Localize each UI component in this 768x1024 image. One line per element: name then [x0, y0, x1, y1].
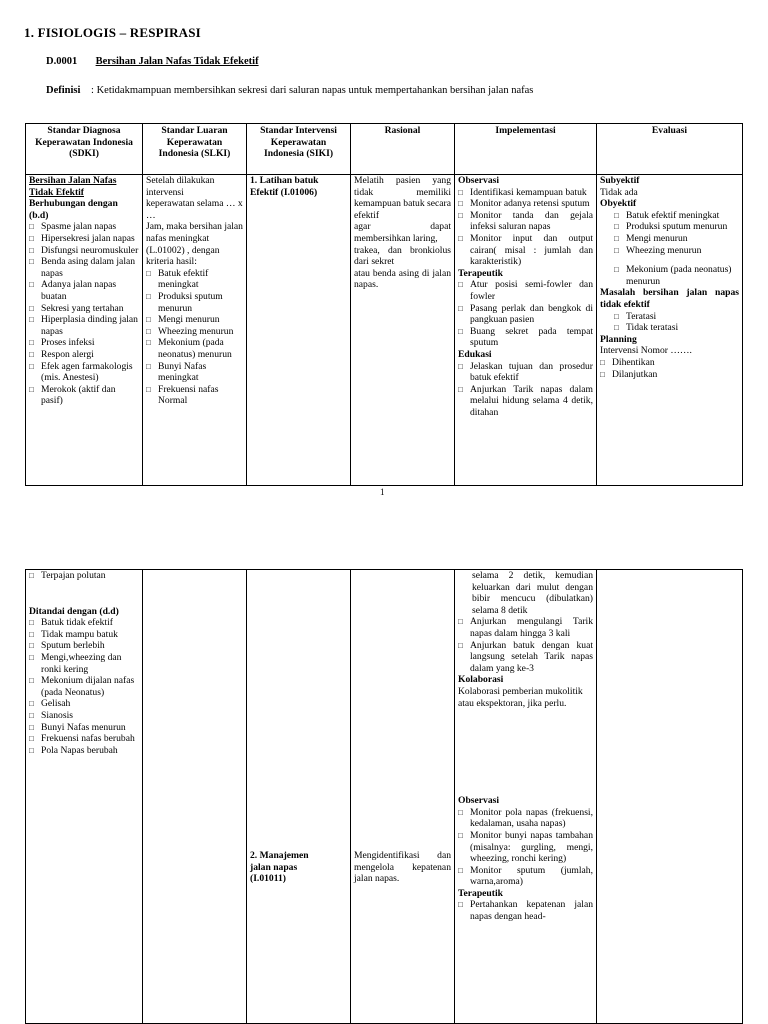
observasi-label: Observasi — [458, 175, 500, 186]
list-item: □ Monitor pola napas (frekuensi, kedalaman, usaha napas) — [458, 807, 593, 830]
sdki-cell — [26, 175, 143, 486]
diagnosis-code: D.0001 — [46, 56, 78, 67]
observasi-label-2: Observasi — [458, 795, 500, 807]
list-item: □ Monitor adanya retensi sputum — [458, 198, 593, 210]
masalah-label: Masalah bersihan jalan napas tidak efektif — [600, 287, 739, 310]
slki-intro-line: (L.01002) , dengan — [146, 244, 220, 256]
rasional-line: trakea, dan bronkiolus dari sekret — [354, 244, 451, 268]
page-number: 1 — [380, 487, 385, 497]
list-item: □ Hipersekresi jalan napas — [29, 233, 139, 245]
list-item: □ Dihentikan — [600, 357, 739, 369]
slki-intro-line: keperawatan selama … x … — [146, 198, 243, 221]
rasional-line: agar dapat membersihkan laring, — [354, 221, 451, 244]
list-item: □ Bunyi Nafas meningkat — [146, 361, 243, 384]
sdki-title: Bersihan Jalan Nafas Tidak Efektif — [29, 175, 117, 198]
kolaborasi-text: Kolaborasi pemberian mukolitik — [458, 685, 583, 697]
list-item: □ Wheezing menurun — [146, 326, 243, 338]
slki-cell — [143, 175, 247, 486]
list-item: □ Pola Napas berubah — [29, 745, 139, 757]
list-item: □ Mengi,wheezing dan ronki kering — [29, 652, 139, 675]
page-title: 1. FISIOLOGIS – RESPIRASI — [24, 25, 201, 40]
siki-cell-cont — [247, 570, 351, 1024]
nursing-plan-table-page-2 — [25, 569, 743, 1024]
list-item: □ Mekonium (pada neonatus) menurun — [146, 337, 243, 360]
list-item: □ Merokok (aktif dan pasif) — [29, 384, 139, 407]
list-item: □ Atur posisi semi-fowler dan fowler — [458, 279, 593, 302]
list-item: □ Teratasi — [614, 311, 739, 323]
list-item: □ Anjurkan Tarik napas dalam melalui hidung selama 4 detik, ditahan — [458, 384, 593, 419]
list-item: □ Identifikasi kemampuan batuk — [458, 187, 593, 199]
col-header-siki: Standar Intervensi Keperawatan Indonesia (SIKI) — [247, 124, 351, 175]
list-item: □ Pertahankan kepatenan jalan napas dengan head- — [458, 899, 593, 922]
subyektif-text: Tidak ada — [600, 186, 638, 198]
planning-label: Planning — [600, 333, 637, 345]
list-item: □ Jelaskan tujuan dan prosedur batuk efektif — [458, 361, 593, 384]
list-item: □ Sekresi yang tertahan — [29, 303, 139, 315]
slki-intro-line: Setelah dilakukan intervensi — [146, 175, 215, 198]
list-item: □ Adanya jalan napas buatan — [29, 279, 139, 302]
implementasi-cell-cont — [455, 570, 597, 1024]
list-item: □ Anjurkan mengulangi Tarik napas dalam hingga 3 kali — [458, 616, 593, 639]
planning-text: Intervensi Nomor ……. — [600, 345, 692, 357]
rasional-line: Melatih pasien yang tidak memiliki kemampuan batuk secara efektif — [354, 175, 451, 221]
definition-text: : Ketidakmampuan membersihkan sekresi dari saluran napas untuk mempertahankan bersihan jalan nafas — [91, 85, 534, 96]
kolaborasi-label: Kolaborasi — [458, 674, 504, 686]
signs-label: Ditandai dengan (d.d) — [29, 605, 119, 617]
rasional-cell-cont — [351, 570, 455, 1024]
list-item: □ Batuk efektif meningkat — [146, 268, 243, 291]
rasional-line: atau benda asing di jalan napas. — [354, 267, 451, 291]
obyektif-label: Obyektif — [600, 198, 637, 210]
list-item: □ Batuk tidak efektif — [29, 617, 139, 629]
list-item: □ Frekuensi nafas berubah — [29, 733, 139, 745]
evaluasi-cell — [597, 175, 743, 486]
list-item: □ Mekonium (pada neonatus) menurun — [614, 264, 739, 287]
col-header-evaluasi: Evaluasi — [597, 124, 743, 175]
list-item: □ Hiperplasia dinding jalan napas — [29, 314, 139, 337]
slki-intro-line: Jam, maka bersihan jalan — [146, 221, 243, 233]
col-header-slki: Standar Luaran Keperawatan Indonesia (SLKI) — [143, 124, 247, 175]
siki-intervention-2: 2. Manajemen jalan napas (I.01011) — [250, 850, 309, 885]
definition-label: Definisi — [46, 85, 81, 96]
evaluasi-cell-cont — [597, 570, 743, 1024]
list-item: □ Sputum berlebih — [29, 640, 139, 652]
list-item: □ Monitor bunyi napas tambahan (misalnya: gurgling, mengi, wheezing, ronchi kering) — [458, 830, 593, 865]
list-item: □ Produksi sputum menurun — [146, 291, 243, 314]
list-item: □ Batuk efektif meningkat — [614, 210, 739, 222]
list-item: □ Monitor sputum (jumlah, warna,aroma) — [458, 865, 593, 888]
list-item: □ Buang sekret pada tempat sputum — [458, 326, 593, 349]
list-item: □ Mekonium dijalan nafas (pada Neonatus) — [29, 675, 139, 698]
siki-intervention: 1. Latihan batuk Efektif (I.01006) — [250, 175, 319, 198]
list-item: □ Efek agen farmakologis (mis. Anestesi) — [29, 361, 139, 384]
diagnosis-name: Bersihan Jalan Nafas Tidak Efeketif — [95, 56, 259, 67]
rasional-cell — [351, 175, 455, 486]
list-item: □ Pasang perlak dan bengkok di pangkuan pasien — [458, 303, 593, 326]
slki-cell-cont — [143, 570, 247, 1024]
diagnosis-heading — [46, 56, 259, 67]
siki-cell — [247, 175, 351, 486]
terapeutik-label: Terapeutik — [458, 267, 503, 279]
list-item: □ Gelisah — [29, 698, 139, 710]
slki-intro-line: nafas meningkat — [146, 232, 210, 244]
list-item: □ Tidak mampu batuk — [29, 629, 139, 641]
list-item: □ Monitor input dan output cairan( misal : jumlah dan karakteristik) — [458, 233, 593, 268]
rasional-2: Mengidentifikasi dan mengelola kepatenan jalan napas. — [354, 850, 451, 885]
list-item: □ Terpajan polutan — [29, 570, 139, 582]
kolaborasi-text: atau ekspektoran, jika perlu. — [458, 697, 567, 709]
list-item: □ Bunyi Nafas menurun — [29, 722, 139, 734]
edukasi-label: Edukasi — [458, 348, 492, 360]
slki-intro-line: kriteria hasil: — [146, 256, 197, 268]
list-item: □ Proses infeksi — [29, 337, 139, 349]
col-header-rasional: Rasional — [351, 124, 455, 175]
list-item: □ Dilanjutkan — [600, 369, 739, 381]
list-item: □ Tidak teratasi — [614, 322, 739, 334]
list-item: □ Produksi sputum menurun — [614, 221, 739, 233]
list-item: □ Disfungsi neuromuskuler — [29, 245, 139, 257]
nursing-plan-table-page-1 — [25, 123, 743, 486]
list-item: □ Wheezing menurun — [614, 245, 739, 257]
definition — [46, 85, 533, 96]
list-item: □ Benda asing dalam jalan napas — [29, 256, 139, 279]
list-item: □ Spasme jalan napas — [29, 221, 139, 233]
col-header-implementasi: Impelementasi — [455, 124, 597, 175]
list-item: □ Mengi menurun — [614, 233, 739, 245]
subyektif-label: Subyektif — [600, 175, 640, 186]
sdki-cell-cont — [26, 570, 143, 1024]
list-item: □ Mengi menurun — [146, 314, 243, 326]
impl-cont-text: selama 2 detik, kemudian keluarkan dari mulut dengan bibir mencucu (dibulatkan) selama 8 detik — [472, 570, 593, 616]
list-item: □ Respon alergi — [29, 349, 139, 361]
list-item: □ Sianosis — [29, 710, 139, 722]
list-item: □ Anjurkan batuk dengan kuat langsung setelah Tarik napas dalam yang ke-3 — [458, 640, 593, 675]
terapeutik-label-2: Terapeutik — [458, 887, 503, 899]
list-item: □ Frekuensi nafas Normal — [146, 384, 243, 407]
list-item: □ Monitor tanda dan gejala infeksi saluran napas — [458, 210, 593, 233]
col-header-sdki: Standar Diagnosa Keperawatan Indonesia (SDKI) — [26, 124, 143, 175]
sdki-cause-label: Berhubungan dengan (b.d) — [29, 198, 118, 221]
implementasi-cell — [455, 175, 597, 486]
